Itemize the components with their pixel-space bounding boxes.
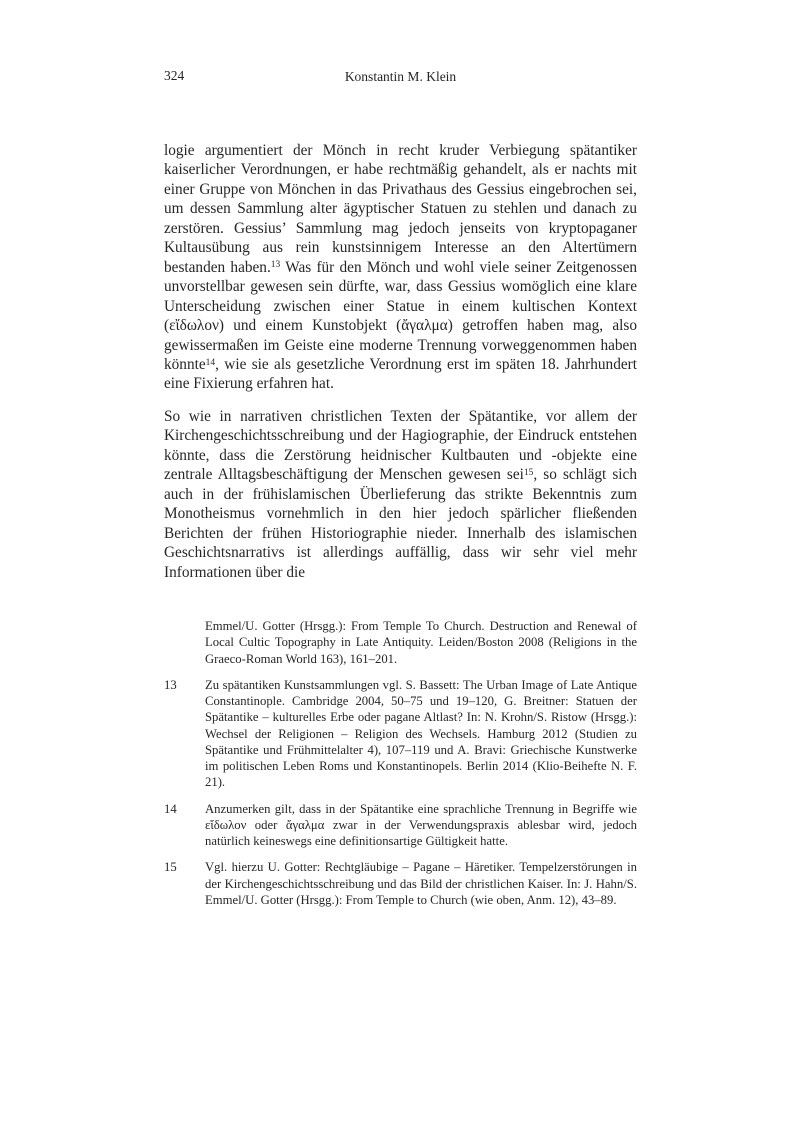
footnotes-section — [164, 618, 637, 918]
page-number: 324 — [164, 68, 185, 83]
body-text — [164, 141, 637, 582]
footnote-continuation — [164, 618, 637, 667]
footnote-15 — [164, 859, 637, 908]
footnote-text: Vgl. hierzu U. Gotter: Rechtgläubige – Pagane – Häretiker. Tempelzerstörungen in der Kirchengeschichtsschreibung und das Bild der christlichen Kaiser. In: J. Hahn/S. Emmel/U. Gotter (Hrsgg.): From Temple to Church (wie oben, Anm. 12), 43–89. — [205, 860, 637, 907]
footnote-marker: 15 — [523, 467, 534, 478]
footnote-marker: 13 — [270, 260, 281, 271]
footnote-number: 14 — [164, 801, 177, 816]
footnote-number: 13 — [164, 677, 177, 692]
footnote-number: 15 — [164, 860, 177, 875]
footnote-14 — [164, 801, 637, 850]
footnote-13 — [164, 677, 637, 791]
footnote-text: Zu spätantiken Kunstsammlungen vgl. S. Bassett: The Urban Image of Late Antique Constantinople. Cambridge 2004, 50–75 und 19–120, G. Breitner: Statuen der Spätantike – kulturelles Erbe oder pagane Altlast? In: N. Krohn/S. Ristow (Hrsgg.): Wechsel der Religionen – Religion des Wechsels. Hamburg 2012 (Studien zu Spätantike und Frühmittelalter 4), 107–119 und A. Bravi: Griechische Kunstwerke im politischen Leben Roms und Konstantinopels. Berlin 2014 (Klio-Beihefte N. F. 21). — [205, 677, 637, 790]
running-header-author: Konstantin M. Klein — [344, 69, 457, 84]
running-header — [164, 68, 637, 88]
footnote-text: Emmel/U. Gotter (Hrsgg.): From Temple To Church. Destruction and Renewal of Local Cultic Topography in Late Antiquity. Leiden/Boston 2008 (Religions in the Graeco-Roman World 163), 161–201. — [205, 619, 637, 666]
paragraph: So wie in narrativen christlichen Texten der Spätantike, vor allem der Kirchengeschichtsschreibung und der Hagiographie, der Eindruck entstehen könnte, dass die Zerstörung heidnischer Kultbauten und -objekte eine zentrale Alltagsbeschäftigung der Menschen gewesen sei$^{15}$, so schlägt sich auch in der frühislamischen Überlieferung das strikte Bekenntnis zum Monotheismus vornehmlich in den hier jedoch spärlicher fließenden Berichten der frühen Historiographie nieder. Innerhalb des islamischen Geschichtsnarrativs ist allerdings auffällig, dass wir sehr viel mehr Informationen über die — [164, 407, 637, 581]
paragraph: logie argumentiert der Mönch in recht kruder Verbiegung spätantiker kaiserlicher Verordnungen, er habe rechtmäßig gehandelt, als er nachts mit einer Gruppe von Mönchen in das Privathaus des Gessius eingebrochen sei, um dessen Sammlung alter ägyptischer Statuen zu stehlen und danach zu zerstören. Gessius’ Sammlung mag jedoch jenseits von kryptopaganer Kultausübung aus rein kunstsinnigem Interesse an den Altertümern bestanden haben.$^{13}$ Was für den Mönch und wohl viele seiner Zeitgenossen unvorstellbar gewesen sein dürfte, war, dass Gessius womöglich eine klare Unterscheidung zwischen einer Statue in einem kultischen Kontext (εἴδωλον) und einem Kunstobjekt (ἄγαλμα) getroffen haben mag, also gewissermaßen im Geiste eine moderne Trennung vorweggenommen haben könnte$^{14}$, wie sie als gesetzliche Verordnung erst im späten 18. Jahrhundert eine Fixierung erfahren hat. — [164, 142, 638, 393]
footnote-marker: 14 — [205, 357, 216, 368]
footnote-text: Anzumerken gilt, dass in der Spätantike eine sprachliche Trennung in Begriffe wie εἴδωλον oder ἄγαλμα zwar in der Verwendungspraxis ablesbar wird, jedoch natürlich keineswegs eine definitionsartige Gültigkeit hatte. — [205, 801, 637, 848]
footnote-number — [164, 618, 205, 667]
